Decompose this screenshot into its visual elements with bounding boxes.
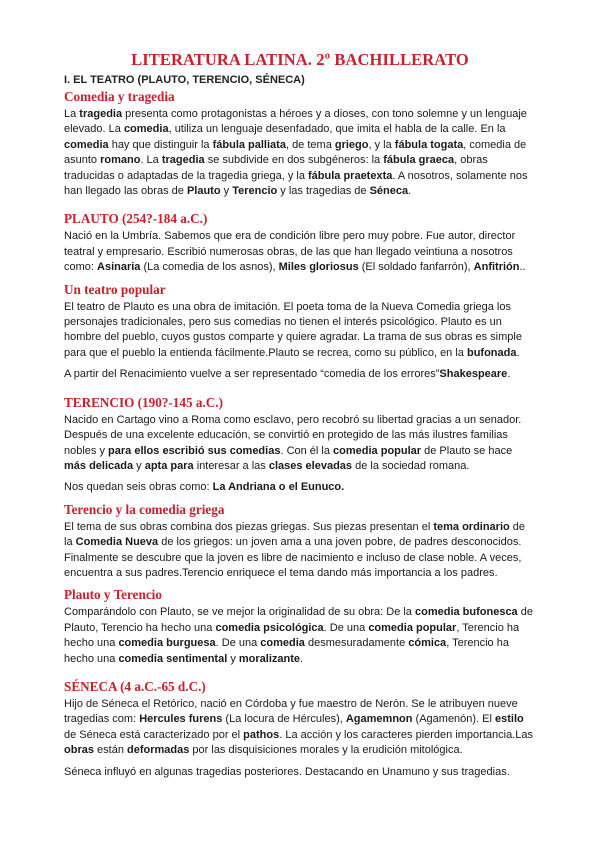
bold-term: comedia sentimental [118,652,228,665]
paragraph-terencio [64,413,536,475]
heading-plauto: PLAUTO (254?-184 a.C.) [64,211,208,227]
text-run: y [220,185,233,198]
paragraph-seneca [64,697,536,759]
heading-terencio-comedia-griega: Terencio y la comedia griega [64,501,225,517]
text-run: . Con él la [280,444,334,457]
text-run: (La locura de Hércules), [222,713,346,726]
bold-term: griego [334,138,369,151]
text-run: de Plauto, Terencio ha hecho una [64,606,533,634]
text-run: Nos quedan seis obras como: [64,481,213,494]
text-run: . [300,652,304,665]
text-run: (El soldado fanfarrón), [358,261,474,274]
bold-term: La Andriana o el Eunuco. [212,481,345,494]
text-run: Hijo de Séneca el Retórico, nació en Córdoba y fue maestro de Nerón. Se le atribuyen nueve tragedias com: [64,697,518,726]
text-run: de la [64,520,526,549]
bold-term: apta para [144,459,194,472]
bold-term: romano [100,154,141,167]
bold-term: tema ordinario [433,520,510,533]
text-run: hay que distinguir la [108,138,213,151]
bold-term: Anfitrión [473,261,520,274]
text-run: , y la [368,138,395,151]
text-run: Nacido en Cartago vino a Roma como esclavo, pero recobró su libertad gracias a un senador. Después de una excelente educación, se convirtió en protegido de las más ilustres familias nobles y [64,413,522,457]
text-run: interesar a las [193,459,269,472]
paragraph-renacimiento [64,367,536,382]
text-run: y las tragedias de [277,185,370,198]
bold-term: fábula praetexta [308,169,393,182]
text-run: .. [519,261,526,274]
text-run: y [133,459,145,472]
text-run: . La acción y los caracteres pierden importancia.Las [279,728,533,741]
bold-term: Asinaria [97,261,141,274]
bold-term: cómica [408,637,447,650]
bold-term: estilo [495,713,524,726]
text-run: , Terencio ha hecho una [64,621,520,650]
text-run: . De una [215,637,261,650]
text-run: . [408,185,412,198]
text-run: . [516,346,520,359]
heading-seneca: SÉNECA (4 a.C.-65 d.C.) [64,678,206,694]
bold-term: pathos [243,728,280,741]
text-run: , de tema [285,138,335,151]
text-run: . De una [323,621,369,634]
bold-term: fábula palliata [212,138,286,151]
bold-term: comedia bufonesca [414,606,518,619]
bold-term: Agamemnon [345,713,413,726]
bold-term: Comedia Nueva [75,536,159,549]
text-run: presenta como protagonistas a héroes y a dioses, con tono solemne y un lenguaje elevado. La [64,108,527,136]
bold-term: comedia [123,123,169,136]
bold-term: comedia psicológica [215,621,324,634]
bold-term: comedia [64,138,109,151]
bold-term: Hercules furens [139,713,223,726]
bold-term: clases elevadas [268,459,353,472]
text-run: Comparándolo con Plauto, se ve mejor la originalidad de su obra: De la [64,606,415,619]
text-run: . [507,368,511,381]
text-run: (Agamenón). El [412,713,496,726]
paragraph-teatro-popular [64,300,536,362]
text-run: están [93,744,127,757]
text-run: Nació en la Umbría. Sabemos que era de condición libre pero muy pobre. Fue autor, director teatral y empresario. Escribió numerosas obras, de las que han llegado veintiuna a nosotros como: [64,230,516,274]
bold-term: para ellos escribió sus comedias [108,444,281,457]
bold-term: comedia popular [333,444,422,457]
text-run: La [64,108,80,120]
paragraph-seneca-influencia [64,765,536,780]
paragraph-terencio-obras [64,480,536,495]
paragraph-comedia-tragedia [64,107,536,199]
heading-plauto-terencio: Plauto y Terencio [64,587,162,603]
bold-term: obras [64,744,94,757]
bold-term: deformadas [127,744,190,757]
text-run: de Séneca está caracterizado por el [64,728,244,741]
text-run: , obras traducidas o adaptadas de la tragedia griega, y la [64,154,488,182]
bold-term: tragedia [161,154,205,167]
bold-term: tragedia [79,108,123,120]
bold-term: Terencio [232,185,278,198]
bold-term: comedia [260,637,305,650]
text-run: , utiliza un lenguaje desenfadado, que imita el habla de la calle. En la [168,123,506,136]
text-run: El teatro de Plauto es una obra de imitación. El poeta toma de la Nueva Comedia griega los personajes tradicionales, pero sus comedias no tienen el interés psicológico. Plauto es un hombre del pueblo, cuyos gustos comparte y quiere agradar. La trama de sus obras es simple para que el pueblo la entienda fácilmente.Plauto se recrea, como su público, en la [64,300,522,359]
heading-terencio: TERENCIO (190?-145 a.C.) [64,394,223,410]
text-run: Séneca influyó en algunas tragedias posteriores. Destacando en Unamuno y sus tragedias. [64,765,510,778]
text-run: A partir del Renacimiento vuelve a ser representado “comedia de los errores” [64,368,440,381]
paragraph-plauto-terencio [64,605,536,667]
bold-term: Plauto [186,185,221,198]
text-run: . La [140,154,162,167]
bold-term: comedia popular [368,621,457,634]
paragraph-plauto [64,229,536,275]
bold-term: Shakespeare [439,368,508,381]
bold-term: más delicada [64,459,134,472]
heading-teatro-popular: Un teatro popular [64,281,166,297]
text-run: de Plauto se hace [421,444,513,457]
text-run: desmesuradamente [304,637,409,650]
text-run: . A nosotros, solamente nos han llegado las obras de [64,169,528,198]
bold-term: fábula togata [394,138,464,151]
bold-term: Miles gloriosus [278,261,359,274]
bold-term: moralizante [238,652,301,665]
text-run: por las disquisiciones morales y la erudición mitológica. [189,744,463,757]
heading-comedia-tragedia: Comedia y tragedia [64,89,175,104]
unit-subtitle: I. EL TEATRO (PLAUTO, TERENCIO, SÉNECA) [64,74,305,86]
paragraph-terencio-comedia-griega [64,520,536,582]
text-run: se subdivide en dos subgéneros: la [204,154,384,167]
text-run: de los griegos: un joven ama a una joven pobre, de padres desconocidos. Finalmente se descubre que la joven es libre de nacimiento e incluso de clase noble. A veces, encuentra a sus padres.Terencio enriquece el tema dando más importancia a los padres. [64,536,522,579]
text-run: , Terencio ha hecho una [64,637,509,665]
bold-term: Séneca [369,185,409,198]
text-run: (La comedia de los asnos), [140,261,279,274]
text-run: y [227,652,239,665]
text-run: de la sociedad romana. [352,459,470,472]
bold-term: fábula graeca [383,154,455,167]
text-run: , comedia de asunto [64,138,527,167]
text-run: El tema de sus obras combina dos piezas griegas. Sus piezas presentan el [64,520,434,533]
document-title: LITERATURA LATINA. 2º BACHILLERATO [131,50,469,69]
bold-term: bufonada [466,346,517,359]
bold-term: comedia burguesa [118,637,216,650]
